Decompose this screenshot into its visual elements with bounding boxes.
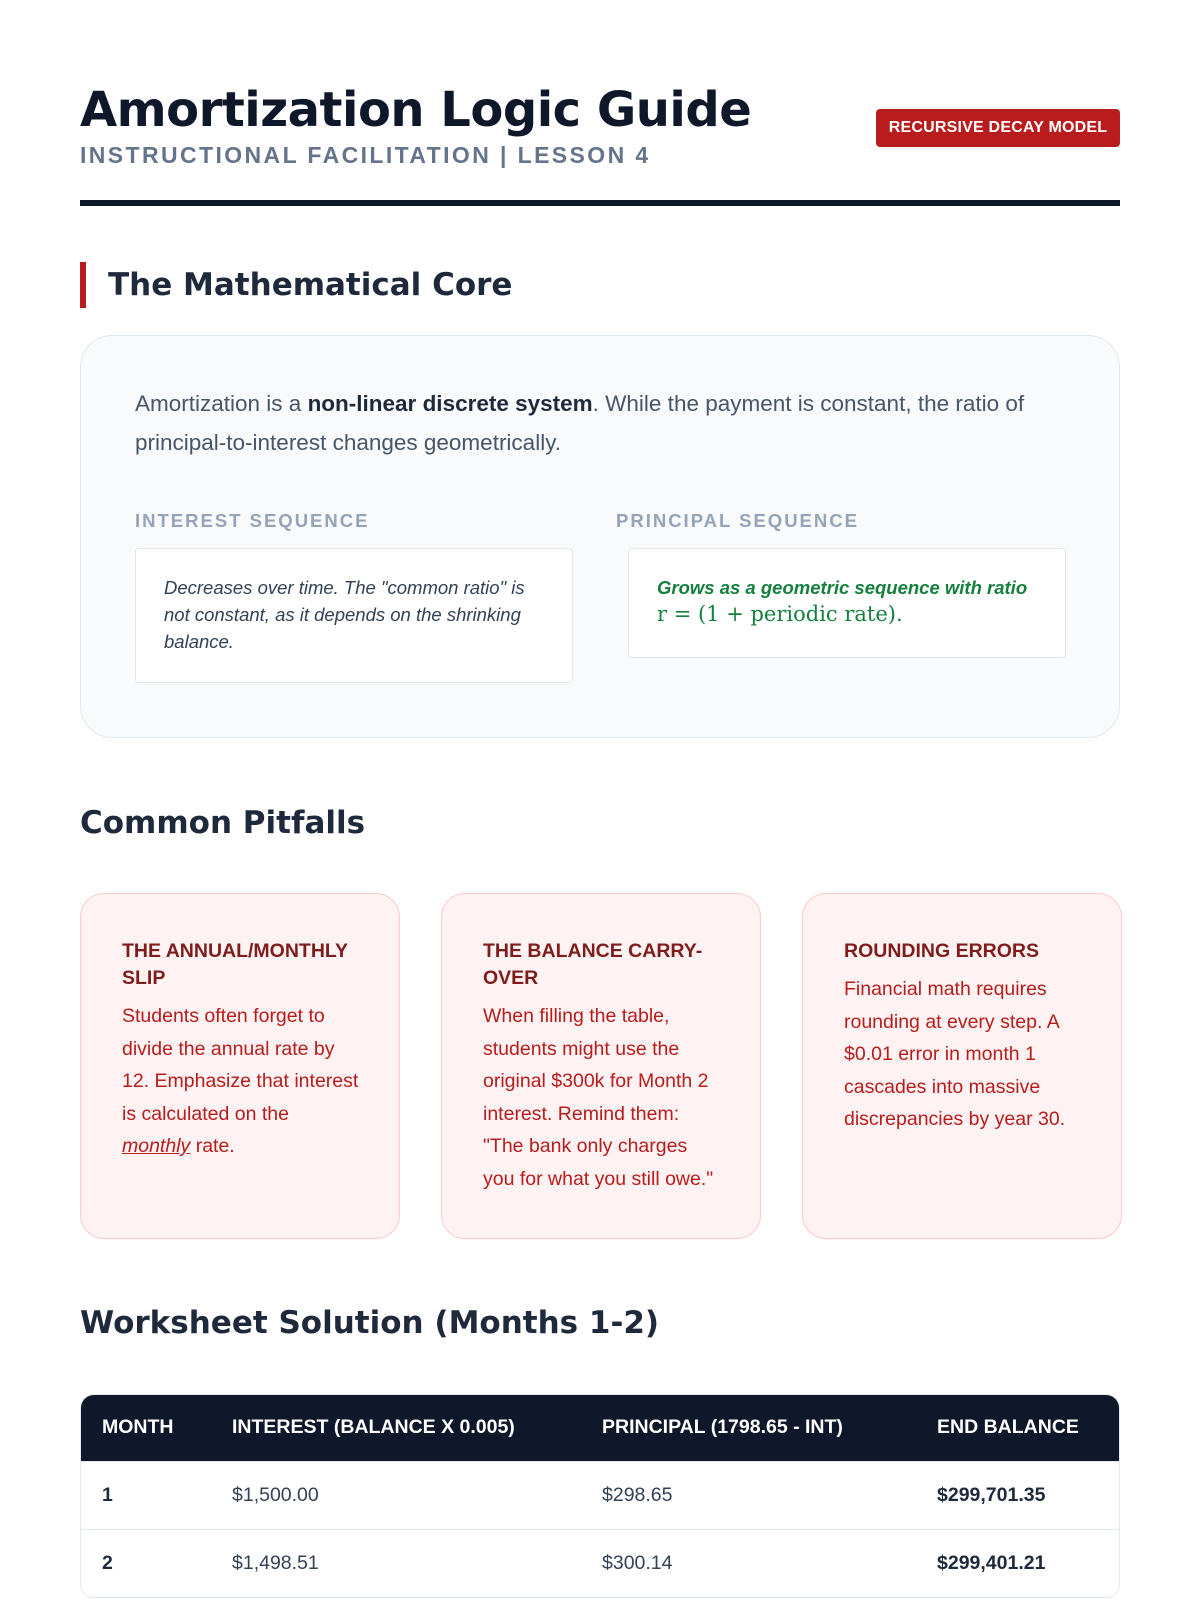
principal-cell: $300.14 [581, 1529, 916, 1597]
heading-accent-bar [80, 262, 86, 308]
column-header: MONTH [102, 1416, 174, 1439]
principal-sequence-label: PRINCIPAL SEQUENCE [616, 510, 859, 531]
pitfall-title: THE BALANCE CARRY-OVER [483, 940, 703, 989]
principal-sequence-text: Grows as a geometric sequence with ratio [657, 577, 1028, 598]
core-intro-end: . While the payment is constant, the ratio of principal-to-interest changes geometrically. [135, 391, 1025, 455]
pitfall-body-start: Students often forget to divide the annual rate by 12. Emphasize that interest is calculated on the [122, 1005, 359, 1125]
pitfall-body: When filling the table, students might use the original $300k for Month 2 interest. Remind them: "The bank only charges you for what you still owe." [483, 1005, 714, 1190]
pitfall-card [80, 893, 400, 1239]
pitfall-emphasis: monthly [122, 1135, 191, 1157]
month-cell: 1 [81, 1461, 211, 1529]
header-divider [80, 200, 1120, 206]
interest-sequence-text: Decreases over time. The "common ratio" is not constant, as it depends on the shrinking balance. [164, 577, 525, 652]
pitfall-card [441, 893, 761, 1239]
column-header: INTEREST (BALANCE X 0.005) [232, 1416, 515, 1439]
core-card [80, 335, 1120, 738]
table-header-row [81, 1395, 1119, 1461]
pitfall-body-end: rate. [190, 1135, 235, 1157]
worksheet-table [80, 1394, 1120, 1598]
pitfall-title: ROUNDING ERRORS [844, 940, 1040, 962]
page-subtitle: INSTRUCTIONAL FACILITATION | LESSON 4 [80, 142, 651, 168]
model-badge: RECURSIVE DECAY MODEL [876, 109, 1120, 147]
core-heading-text: The Mathematical Core [108, 267, 513, 303]
core-intro-start: Amortization is a [135, 391, 308, 416]
worksheet-heading: Worksheet Solution (Months 1-2) [80, 1305, 660, 1341]
worksheet-table-grid [81, 1395, 1119, 1597]
pitfall-title: THE ANNUAL/MONTHLY SLIP [122, 940, 348, 989]
interest-cell: $1,500.00 [211, 1461, 581, 1529]
principal-cell: $298.65 [581, 1461, 916, 1529]
column-header: PRINCIPAL (1798.65 - INT) [602, 1416, 843, 1439]
column-header: END BALANCE [937, 1416, 1079, 1439]
table-row [81, 1461, 1119, 1529]
table-row [81, 1529, 1119, 1597]
pitfall-body [122, 1000, 359, 1163]
pitfall-card [802, 893, 1122, 1239]
end-balance-cell: $299,401.21 [916, 1529, 1119, 1597]
header [80, 82, 1120, 208]
core-intro-bold: non-linear discrete system [307, 391, 593, 416]
interest-sequence-label: INTEREST SEQUENCE [135, 510, 370, 531]
end-balance-cell: $299,701.35 [916, 1461, 1119, 1529]
core-intro [135, 384, 1065, 462]
principal-ratio-formula: r = (1 + periodic rate). [657, 602, 903, 626]
interest-sequence-box [135, 548, 573, 683]
core-section-heading [80, 262, 512, 308]
pitfalls-heading: Common Pitfalls [80, 805, 366, 841]
month-cell: 2 [81, 1529, 211, 1597]
interest-cell: $1,498.51 [211, 1529, 581, 1597]
pitfall-body: Financial math requires rounding at every step. A $0.01 error in month 1 cascades into massive discrepancies by year 30. [844, 978, 1066, 1130]
principal-sequence-box [628, 548, 1066, 658]
page-title: Amortization Logic Guide [80, 82, 752, 138]
